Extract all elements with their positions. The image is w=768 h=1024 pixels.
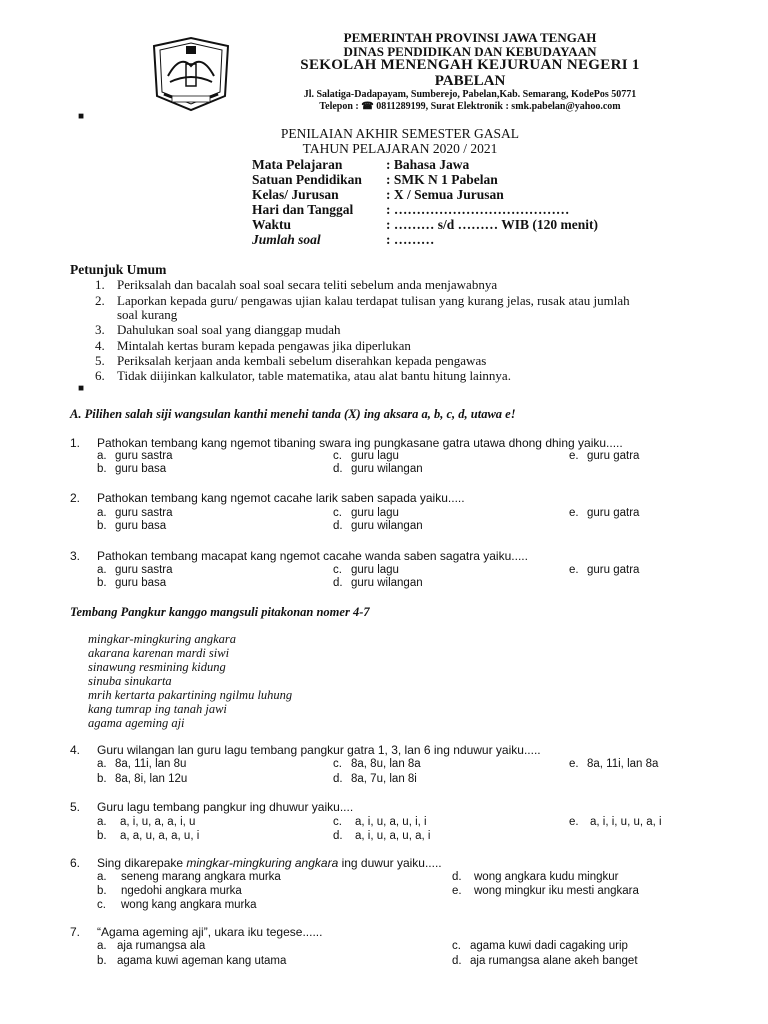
option-b[interactable]: a, a, u, a, a, u, i	[120, 830, 200, 842]
info-value: : ………	[386, 232, 435, 247]
info-label: Satuan Pendidikan	[252, 172, 362, 187]
option-letter: e.	[569, 564, 579, 576]
instruction-text-cont: soal kurang	[117, 307, 178, 322]
question-number: 3.	[70, 549, 81, 563]
option-e[interactable]: a, i, i, u, u, a, i	[590, 816, 662, 828]
poem-line: kang tumrap ing tanah jawi	[88, 702, 227, 716]
option-letter: d.	[333, 520, 343, 532]
question-text-part: ing duwur yaiku.....	[338, 856, 442, 870]
question-text: Pathokan tembang macapat kang ngemot cacahe wanda saben sagatra yaiku.....	[97, 549, 528, 563]
question-text-part: Sing dikarepake	[97, 856, 187, 870]
option-c[interactable]: a, i, u, a, u, i, i	[355, 816, 427, 828]
option-letter: b.	[97, 830, 107, 842]
pangkur-heading: Tembang Pangkur kanggo mangsuli pitakonan nomer 4-7	[70, 605, 370, 619]
question-text	[97, 856, 442, 870]
option-letter: e.	[569, 816, 579, 828]
header-address: Jl. Salatiga-Dadapayam, Sumberejo, Pabelan,Kab. Semarang, KodePos 50771	[303, 89, 637, 100]
option-b[interactable]: guru basa	[115, 463, 167, 475]
info-label: Hari dan Tanggal	[252, 202, 354, 217]
question-number: 7.	[70, 925, 81, 939]
option-c[interactable]: wong kang angkara murka	[121, 899, 257, 911]
info-value: : X / Semua Jurusan	[386, 187, 504, 202]
option-d[interactable]: aja rumangsa alane akeh banget	[470, 955, 638, 967]
option-letter: c.	[333, 816, 342, 828]
option-e[interactable]: 8a, 11i, lan 8a	[587, 758, 659, 770]
instruction-num: 6.	[95, 368, 105, 383]
option-a[interactable]: seneng marang angkara murka	[121, 871, 281, 883]
poem-line: sinawung resmining kidung	[88, 660, 226, 674]
option-letter: c.	[333, 450, 342, 462]
exam-year: TAHUN PELAJARAN 2020 / 2021	[302, 141, 498, 156]
option-letter: b.	[97, 885, 107, 897]
option-letter: e.	[569, 758, 579, 770]
option-e[interactable]: guru gatra	[587, 450, 640, 462]
instruction-num: 2.	[95, 293, 105, 308]
option-letter: b.	[97, 955, 107, 967]
instruction-text: Dahulukan soal soal yang dianggap mudah	[117, 322, 341, 337]
option-d[interactable]: guru wilangan	[351, 520, 423, 532]
bullet-mark: ■	[78, 383, 85, 394]
instruction-text: Mintalah kertas buram kepada pengawas jika diperlukan	[117, 338, 411, 353]
option-b[interactable]: 8a, 8i, lan 12u	[115, 773, 188, 785]
question-number: 1.	[70, 436, 81, 450]
option-a[interactable]: guru sastra	[115, 507, 173, 519]
option-c[interactable]: guru lagu	[351, 507, 399, 519]
school-logo	[150, 36, 232, 112]
option-letter: b.	[97, 463, 107, 475]
header-line-school: SEKOLAH MENENGAH KEJURUAN NEGERI 1	[300, 57, 640, 73]
info-value: : Bahasa Jawa	[386, 157, 470, 172]
poem-line: sinuba sinukarta	[88, 674, 172, 688]
option-c[interactable]: agama kuwi dadi cagaking urip	[470, 940, 628, 952]
info-value: : …………………………………	[386, 202, 570, 217]
option-a[interactable]: guru sastra	[115, 450, 173, 462]
question-number: 2.	[70, 491, 81, 505]
option-letter: a.	[97, 871, 107, 883]
poem-line: agama ageming aji	[88, 716, 185, 730]
option-letter: a.	[97, 564, 107, 576]
info-label: Mata Pelajaran	[252, 157, 343, 172]
poem-line: mingkar-mingkuring angkara	[88, 632, 236, 646]
question-number: 5.	[70, 800, 81, 814]
option-letter: b.	[97, 773, 107, 785]
poem-line: mrih kertarta pakartining ngilmu luhung	[88, 688, 293, 702]
option-letter: a.	[97, 507, 107, 519]
info-value: : SMK N 1 Pabelan	[386, 172, 498, 187]
question-text: Pathokan tembang kang ngemot tibaning swara ing pungkasane gatra utawa dhong dhing yaiku.....	[97, 436, 623, 450]
option-c[interactable]: guru lagu	[351, 564, 399, 576]
option-b[interactable]: guru basa	[115, 520, 167, 532]
option-e[interactable]: guru gatra	[587, 564, 640, 576]
option-a[interactable]: a, i, u, a, a, i, u	[120, 816, 196, 828]
option-a[interactable]: aja rumangsa ala	[117, 940, 206, 952]
question-text: Pathokan tembang kang ngemot cacahe larik saben sapada yaiku.....	[97, 491, 465, 505]
option-letter: e.	[452, 885, 462, 897]
option-letter: c.	[333, 758, 342, 770]
option-d[interactable]: guru wilangan	[351, 463, 423, 475]
instructions-heading: Petunjuk Umum	[70, 262, 167, 277]
option-b[interactable]: guru basa	[115, 577, 167, 589]
option-letter: a.	[97, 450, 107, 462]
header-line-province: PEMERINTAH PROVINSI JAWA TENGAH	[343, 30, 597, 45]
option-letter: d.	[333, 773, 343, 785]
exam-title: PENILAIAN AKHIR SEMESTER GASAL	[280, 126, 520, 141]
option-letter: b.	[97, 520, 107, 532]
section-a-instruction: A. Pilihen salah siji wangsulan kanthi menehi tanda (X) ing aksara a, b, c, d, utawa e!	[70, 407, 516, 421]
option-letter: a.	[97, 816, 107, 828]
option-d[interactable]: a, i, u, a, u, a, i	[355, 830, 431, 842]
question-text: Guru lagu tembang pangkur ing dhuwur yaiku....	[97, 800, 354, 814]
option-b[interactable]: ngedohi angkara murka	[121, 885, 242, 897]
instruction-num: 3.	[95, 322, 105, 337]
bullet-mark: ■	[78, 111, 85, 122]
option-letter: e.	[569, 507, 579, 519]
option-letter: d.	[452, 871, 462, 883]
option-letter: e.	[569, 450, 579, 462]
info-label: Waktu	[252, 217, 292, 232]
instruction-text: Periksalah kerjaan anda kembali sebelum diserahkan kepada pengawas	[117, 353, 487, 368]
instruction-num: 1.	[95, 277, 105, 292]
option-b[interactable]: agama kuwi ageman kang utama	[117, 955, 287, 967]
option-e[interactable]: guru gatra	[587, 507, 640, 519]
option-c[interactable]: guru lagu	[351, 450, 399, 462]
info-label: Jumlah soal	[252, 232, 321, 247]
option-d[interactable]: guru wilangan	[351, 577, 423, 589]
instruction-num: 4.	[95, 338, 105, 353]
option-letter: b.	[97, 577, 107, 589]
option-letter: d.	[333, 830, 343, 842]
question-number: 4.	[70, 743, 81, 757]
option-letter: c.	[333, 564, 342, 576]
info-label: Kelas/ Jurusan	[252, 187, 339, 202]
question-text: Guru wilangan lan guru lagu tembang pangkur gatra 1, 3, lan 6 ing nduwur yaiku.....	[97, 743, 541, 757]
header-line-city: PABELAN	[434, 73, 506, 89]
option-letter: d.	[333, 577, 343, 589]
option-letter: c.	[97, 899, 106, 911]
option-d[interactable]: wong angkara kudu mingkur	[474, 871, 619, 883]
instruction-num: 5.	[95, 353, 105, 368]
instruction-text: Periksalah dan bacalah soal soal secara teliti sebelum anda menjawabnya	[117, 277, 498, 292]
header-contact: Telepon : ☎ 0811289199, Surat Elektronik : smk.pabelan@yahoo.com	[319, 101, 621, 112]
option-a[interactable]: 8a, 11i, lan 8u	[115, 758, 187, 770]
option-letter: a.	[97, 940, 107, 952]
question-number: 6.	[70, 856, 81, 870]
option-letter: d.	[452, 955, 462, 967]
question-text: “Agama ageming aji”, ukara iku tegese......	[97, 925, 323, 939]
option-d[interactable]: 8a, 7u, lan 8i	[351, 773, 417, 785]
option-e[interactable]: wong mingkur iku mesti angkara	[474, 885, 639, 897]
option-letter: c.	[452, 940, 461, 952]
option-a[interactable]: guru sastra	[115, 564, 173, 576]
header-line-department: DINAS PENDIDIKAN DAN KEBUDAYAAN	[343, 44, 597, 59]
info-value: : ……… s/d ……… WIB (120 menit)	[386, 217, 599, 232]
instruction-text: Laporkan kepada guru/ pengawas ujian kalau terdapat tulisan yang kurang jelas, rusak atau jumlah	[117, 293, 630, 308]
option-letter: c.	[333, 507, 342, 519]
poem-line: akarana karenan mardi siwi	[88, 646, 230, 660]
question-text-italic: mingkar-mingkuring angkara	[186, 856, 339, 870]
option-c[interactable]: 8a, 8u, lan 8a	[351, 758, 421, 770]
option-letter: d.	[333, 463, 343, 475]
instruction-text: Tidak diijinkan kalkulator, table matematika, atau alat bantu hitung lainnya.	[117, 368, 511, 383]
option-letter: a.	[97, 758, 107, 770]
